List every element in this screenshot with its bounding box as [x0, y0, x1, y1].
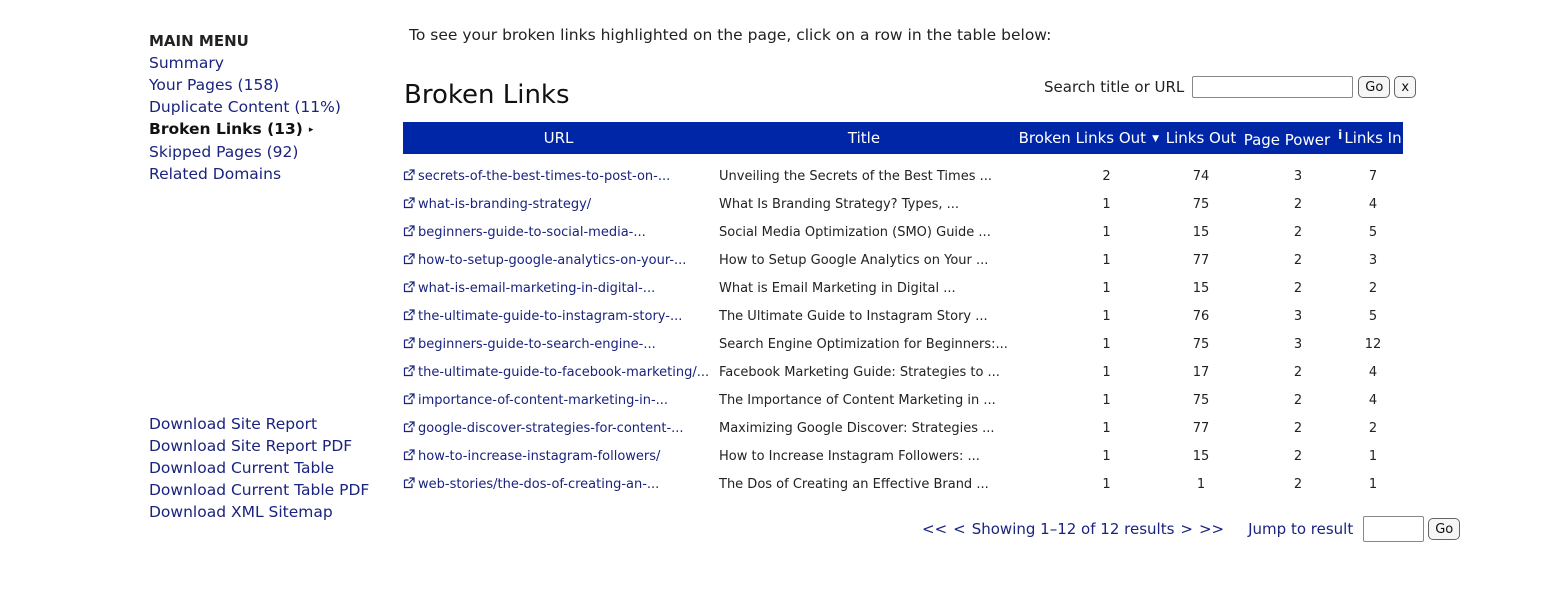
jump-to-result-input[interactable]	[1363, 516, 1424, 542]
url-text[interactable]: beginners-guide-to-search-engine-...	[418, 336, 656, 352]
pagination	[922, 516, 1464, 542]
table-spacer	[403, 154, 1403, 162]
cell-url[interactable]	[403, 330, 714, 358]
cell-broken-links-out: 1	[1102, 252, 1111, 268]
table-row[interactable]	[403, 162, 1403, 190]
external-link-icon[interactable]	[403, 365, 415, 377]
results-count: Showing 1–12 of 12 results	[971, 520, 1175, 538]
table-row[interactable]	[403, 386, 1403, 414]
column-header-broken-links-out[interactable]	[1014, 122, 1159, 154]
cell-links-out: 17	[1192, 364, 1210, 380]
url-text[interactable]: web-stories/the-dos-of-creating-an-...	[418, 476, 660, 492]
sidebar	[149, 30, 389, 185]
column-header-links-in[interactable]	[1343, 122, 1403, 154]
cell-page-power: 3	[1293, 168, 1303, 184]
page-title: Broken Links	[404, 80, 570, 110]
external-link-icon[interactable]	[403, 449, 415, 461]
column-header-label: Broken Links Out	[1018, 129, 1147, 147]
cell-links-in: 1	[1368, 448, 1378, 464]
table-row[interactable]	[403, 302, 1403, 330]
column-header-page-power[interactable]	[1243, 122, 1343, 154]
cell-page-power: 2	[1293, 392, 1303, 408]
cell-links-out: 15	[1192, 448, 1210, 464]
cell-page-power: 3	[1293, 308, 1303, 324]
cell-title: Search Engine Optimization for Beginners:...	[719, 336, 1008, 352]
cell-url[interactable]	[403, 162, 714, 190]
column-header-title[interactable]	[714, 122, 1014, 154]
search-label: Search title or URL	[1044, 78, 1185, 96]
sidebar-item-skipped-pages[interactable]: Skipped Pages (92)	[149, 143, 299, 161]
sidebar-item-broken-links[interactable]	[149, 118, 389, 141]
external-link-icon[interactable]	[403, 197, 415, 209]
cell-links-out: 75	[1192, 336, 1210, 352]
external-link-icon[interactable]	[403, 477, 415, 489]
cell-links-out: 75	[1192, 196, 1210, 212]
download-current-table-link[interactable]: Download Current Table	[149, 459, 335, 477]
cell-broken-links-out: 1	[1102, 196, 1111, 212]
sidebar-item-related-domains[interactable]: Related Domains	[149, 165, 282, 183]
external-link-icon[interactable]	[403, 169, 415, 181]
cell-links-out: 76	[1192, 308, 1210, 324]
cell-links-in: 5	[1368, 224, 1378, 240]
table-row[interactable]	[403, 190, 1403, 218]
main-menu-title: MAIN MENU	[149, 32, 249, 50]
url-text[interactable]: how-to-increase-instagram-followers/	[418, 448, 661, 464]
cell-url[interactable]	[403, 386, 714, 414]
download-links	[149, 413, 369, 523]
cell-url[interactable]	[403, 218, 714, 246]
external-link-icon[interactable]	[403, 253, 415, 265]
column-header-url[interactable]	[403, 122, 714, 154]
url-text[interactable]: google-discover-strategies-for-content-...	[418, 420, 684, 436]
cell-links-in: 3	[1368, 252, 1378, 268]
sidebar-item-summary[interactable]: Summary	[149, 54, 224, 72]
table-row[interactable]	[403, 470, 1403, 498]
download-site-report-link[interactable]: Download Site Report	[149, 415, 318, 433]
url-text[interactable]: beginners-guide-to-social-media-...	[418, 224, 646, 240]
cell-title: What is Email Marketing in Digital ...	[719, 280, 956, 296]
cell-url[interactable]	[403, 302, 714, 330]
cell-links-out: 74	[1192, 168, 1210, 184]
search-bar	[1044, 76, 1420, 98]
cell-broken-links-out: 1	[1102, 224, 1111, 240]
cell-title: The Importance of Content Marketing in ...	[719, 392, 996, 408]
cell-broken-links-out: 1	[1102, 448, 1111, 464]
cell-broken-links-out: 1	[1102, 476, 1111, 492]
cell-url[interactable]	[403, 358, 714, 386]
cell-links-in: 12	[1364, 336, 1382, 352]
column-header-label: Links Out	[1165, 129, 1237, 147]
next-page-link[interactable]: >	[1180, 520, 1193, 538]
cell-links-in: 1	[1368, 476, 1378, 492]
sidebar-item-label: Broken Links (13)	[149, 120, 303, 138]
cell-broken-links-out: 1	[1102, 392, 1111, 408]
external-link-icon[interactable]	[403, 225, 415, 237]
cell-links-out: 15	[1192, 280, 1210, 296]
sidebar-item-duplicate-content[interactable]: Duplicate Content (11%)	[149, 98, 341, 116]
cell-links-out: 75	[1192, 392, 1210, 408]
cell-title: Unveiling the Secrets of the Best Times ...	[719, 168, 992, 184]
cell-links-in: 5	[1368, 308, 1378, 324]
cell-page-power: 2	[1293, 448, 1303, 464]
column-header-links-out[interactable]	[1159, 122, 1243, 154]
cell-page-power: 2	[1293, 364, 1303, 380]
info-icon[interactable]: i	[1338, 127, 1343, 142]
cell-page-power: 3	[1293, 336, 1303, 352]
table-row[interactable]	[403, 274, 1403, 302]
url-text[interactable]: the-ultimate-guide-to-instagram-story-...	[418, 308, 683, 324]
cell-broken-links-out: 1	[1102, 364, 1111, 380]
cell-broken-links-out: 1	[1102, 308, 1111, 324]
cell-page-power: 2	[1293, 280, 1303, 296]
url-text[interactable]: what-is-email-marketing-in-digital-...	[418, 280, 656, 296]
cell-broken-links-out: 1	[1102, 420, 1111, 436]
column-header-label: Title	[847, 129, 881, 147]
table-row[interactable]	[403, 218, 1403, 246]
cell-page-power: 2	[1293, 420, 1303, 436]
cell-title: The Ultimate Guide to Instagram Story ...	[719, 308, 988, 324]
external-link-icon[interactable]	[403, 393, 415, 405]
table-row[interactable]	[403, 442, 1403, 470]
table-header	[403, 122, 1403, 154]
cell-broken-links-out: 2	[1102, 168, 1111, 184]
cell-links-in: 4	[1368, 392, 1378, 408]
url-text[interactable]: secrets-of-the-best-times-to-post-on-...	[418, 168, 671, 184]
cell-title: Facebook Marketing Guide: Strategies to ...	[719, 364, 1000, 380]
cell-page-power: 2	[1293, 196, 1303, 212]
jump-to-result-label: Jump to result	[1248, 520, 1354, 538]
first-page-link[interactable]: <<	[922, 520, 948, 538]
cell-url[interactable]	[403, 246, 714, 274]
download-current-table-pdf-link[interactable]: Download Current Table PDF	[149, 481, 370, 499]
cell-links-in: 2	[1368, 280, 1378, 296]
url-text[interactable]: the-ultimate-guide-to-facebook-marketing/...	[418, 364, 710, 380]
cell-page-power: 2	[1293, 252, 1303, 268]
url-text[interactable]: how-to-setup-google-analytics-on-your-...	[418, 252, 687, 268]
external-link-icon[interactable]	[403, 337, 415, 349]
cell-title: Maximizing Google Discover: Strategies ...	[719, 420, 995, 436]
cell-broken-links-out: 1	[1102, 336, 1111, 352]
cell-url[interactable]	[403, 190, 714, 218]
last-page-link[interactable]: >>	[1198, 520, 1225, 538]
url-text[interactable]: importance-of-content-marketing-in-...	[418, 392, 669, 408]
search-go-button[interactable]: Go	[1358, 76, 1390, 98]
cell-title: How to Increase Instagram Followers: ...	[719, 448, 980, 464]
download-site-report-pdf-link[interactable]: Download Site Report PDF	[149, 437, 353, 455]
table-row[interactable]	[403, 414, 1403, 442]
cell-links-out: 15	[1192, 224, 1210, 240]
download-xml-sitemap-link[interactable]: Download XML Sitemap	[149, 503, 333, 521]
cell-broken-links-out: 1	[1102, 280, 1111, 296]
table-row[interactable]	[403, 330, 1403, 358]
broken-links-table	[403, 122, 1403, 498]
search-input[interactable]	[1192, 76, 1353, 98]
sort-descending-icon: ▼	[1152, 134, 1159, 144]
cell-url[interactable]	[403, 470, 714, 498]
cell-url[interactable]	[403, 274, 714, 302]
external-link-icon[interactable]	[403, 421, 415, 433]
cell-title: How to Setup Google Analytics on Your ...	[719, 252, 989, 268]
jump-go-button[interactable]: Go	[1428, 518, 1460, 540]
instruction-text: To see your broken links highlighted on the page, click on a row in the table below:	[409, 26, 1052, 44]
previous-page-link[interactable]: <	[953, 520, 966, 538]
url-text[interactable]: what-is-branding-strategy/	[418, 196, 592, 212]
table-row[interactable]	[403, 358, 1403, 386]
cell-links-in: 4	[1368, 364, 1378, 380]
cell-links-in: 4	[1368, 196, 1378, 212]
cell-links-in: 7	[1368, 168, 1378, 184]
cell-title: Social Media Optimization (SMO) Guide ...	[719, 224, 991, 240]
cell-links-out: 1	[1196, 476, 1206, 492]
cell-links-in: 2	[1368, 420, 1378, 436]
table-row[interactable]	[403, 246, 1403, 274]
cell-links-out: 77	[1192, 252, 1210, 268]
column-header-label: URL	[543, 129, 574, 147]
cell-page-power: 2	[1293, 224, 1303, 240]
cell-title: What Is Branding Strategy? Types, ...	[719, 196, 960, 212]
current-arrow-icon: ▸	[308, 125, 314, 135]
cell-links-out: 77	[1192, 420, 1210, 436]
cell-page-power: 2	[1293, 476, 1303, 492]
cell-url[interactable]	[403, 414, 714, 442]
column-header-label: Links In	[1344, 129, 1402, 147]
cell-url[interactable]	[403, 442, 714, 470]
cell-title: The Dos of Creating an Effective Brand ...	[719, 476, 989, 492]
sidebar-item-your-pages[interactable]: Your Pages (158)	[149, 76, 280, 94]
search-clear-button[interactable]: x	[1394, 76, 1416, 98]
column-header-label: Page Power	[1243, 130, 1331, 149]
external-link-icon[interactable]	[403, 281, 415, 293]
external-link-icon[interactable]	[403, 309, 415, 321]
